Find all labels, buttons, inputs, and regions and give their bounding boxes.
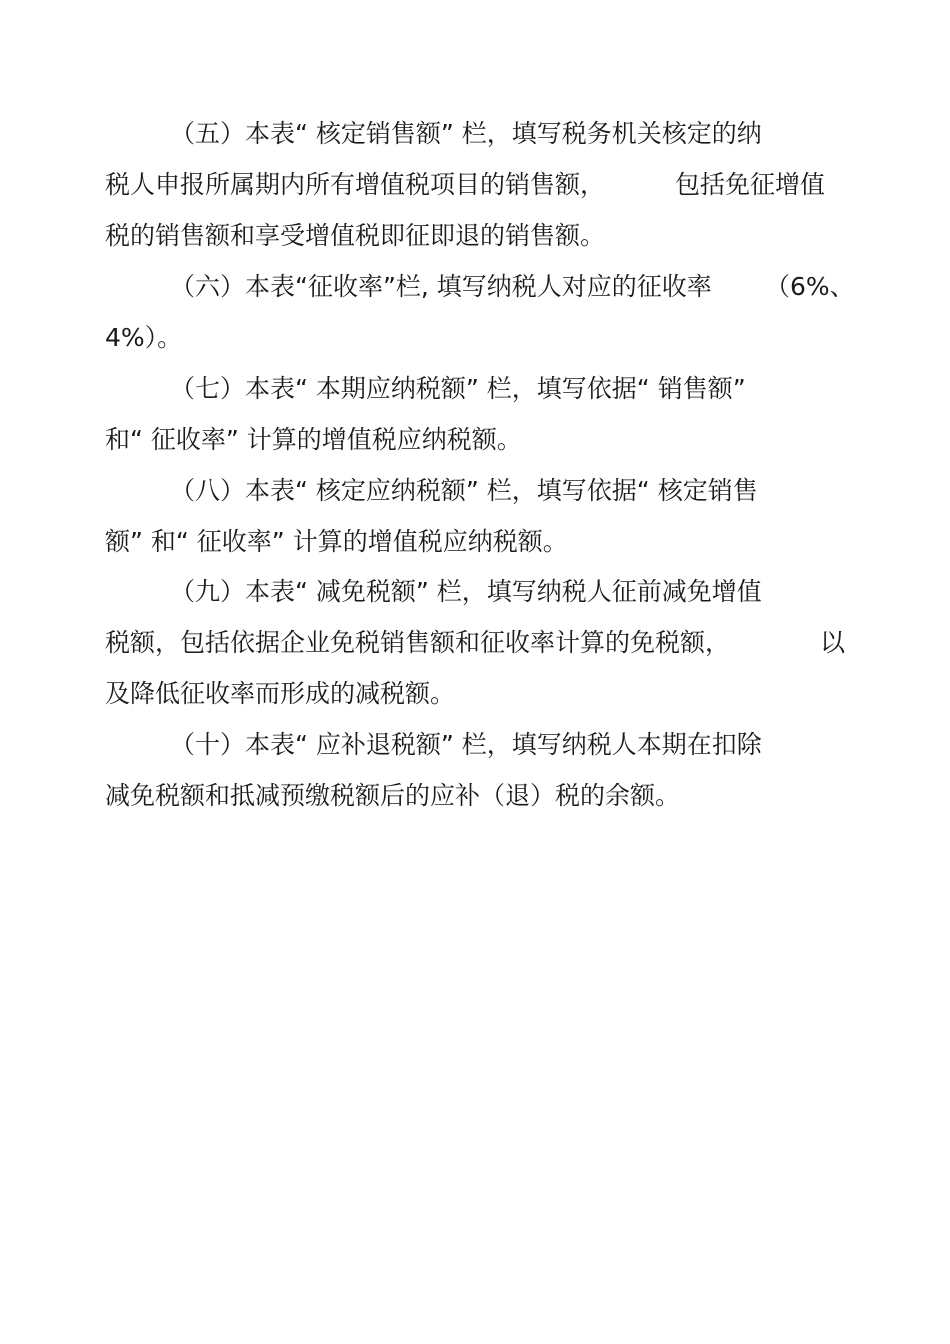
section-9-line-2 [105, 628, 846, 658]
text-run: （十）本表“ 应补退税额” 栏，填写纳税人本期在扣除 [170, 730, 762, 759]
text-run: 及降低征收率而形成的减税额。 [105, 679, 456, 708]
text-run: 减免税额和抵减预缴税额后的应补（退）税的余额。 [105, 781, 681, 810]
section-10-line-2 [105, 781, 680, 811]
section-6-line-1 [170, 272, 855, 302]
section-9-line-1 [170, 577, 762, 607]
section-5-line-3 [105, 221, 605, 251]
section-10-line-1 [170, 730, 762, 760]
text-run: （五）本表“ 核定销售额” 栏，填写税务机关核定的纳 [170, 119, 762, 148]
text-run: 税额，包括依据企业免税销售额和征收率计算的免税额， [105, 628, 731, 657]
section-7-line-2 [105, 425, 522, 455]
section-9-line-3 [105, 679, 455, 709]
text-run: （6%、 [765, 272, 855, 301]
section-7-line-1 [170, 374, 746, 404]
text-run: 和“ 征收率” 计算的增值税应纳税额。 [105, 425, 522, 454]
text-run: 税的销售额和享受增值税即征即退的销售额。 [105, 221, 606, 250]
text-run: 额” 和“ 征收率” 计算的增值税应纳税额。 [105, 527, 568, 556]
text-run: （七）本表“ 本期应纳税额” 栏，填写依据“ 销售额” [170, 374, 746, 403]
section-6-line-2 [105, 323, 182, 353]
section-5-line-2 [105, 170, 826, 200]
text-run: （九）本表“ 减免税额” 栏，填写纳税人征前减免增值 [170, 577, 762, 606]
text-run: 包括免征增值 [675, 170, 826, 199]
section-5-line-1 [170, 119, 762, 149]
text-run: 以 [820, 628, 846, 657]
section-8-line-1 [170, 476, 758, 506]
text-run: 4%）。 [105, 323, 183, 352]
section-8-line-2 [105, 527, 568, 557]
text-run: （八）本表“ 核定应纳税额” 栏，填写依据“ 核定销售 [170, 476, 758, 505]
text-run: 税人申报所属期内所有增值税项目的销售额， [105, 170, 606, 199]
text-run: （六）本表“征收率”栏, 填写纳税人对应的征收率 [170, 272, 712, 301]
